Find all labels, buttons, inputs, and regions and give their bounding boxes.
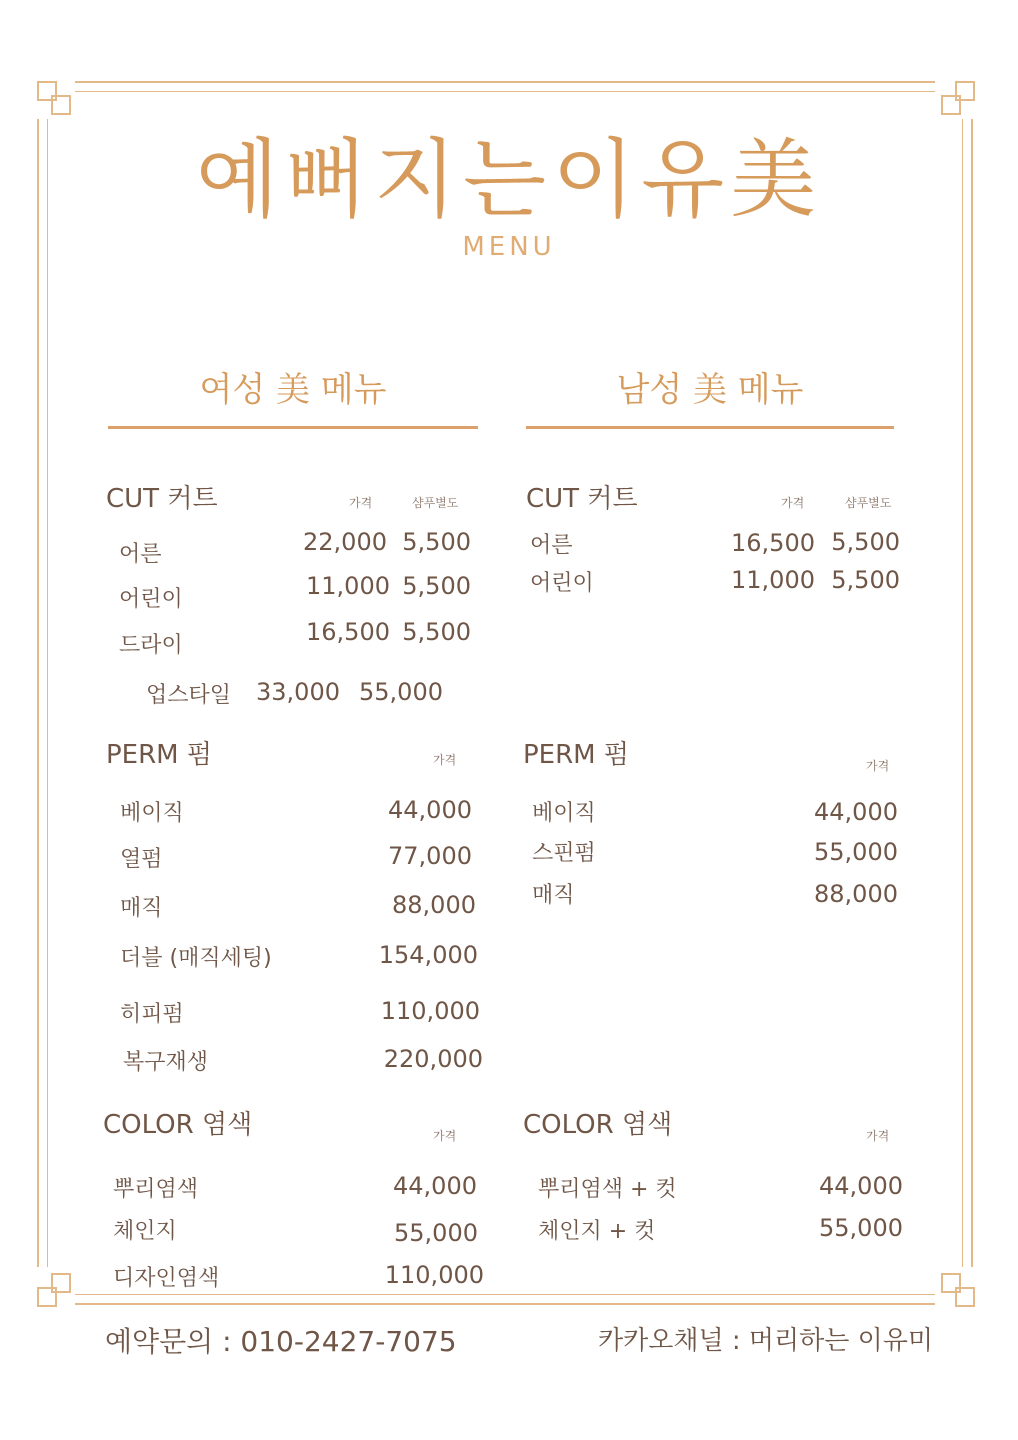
women-color-title: COLOR 염색 bbox=[103, 1110, 253, 1140]
item-shampoo-price: 5,500 bbox=[831, 566, 900, 594]
list-item: 베이직 bbox=[120, 801, 184, 826]
men-cut-shampoo-header: 샴푸별도 bbox=[845, 496, 892, 510]
list-item: 열펌 bbox=[120, 847, 163, 872]
item-price: 110,000 bbox=[384, 1261, 484, 1289]
list-item: 어린이 bbox=[119, 587, 183, 612]
item-shampoo-price: 5,500 bbox=[402, 572, 471, 600]
women-perm-title: PERM 펌 bbox=[106, 740, 212, 770]
men-color-price-header: 가격 bbox=[866, 1129, 890, 1143]
women-menu-heading: 여성 美 메뉴 bbox=[199, 370, 387, 410]
item-shampoo-price: 5,500 bbox=[402, 618, 471, 646]
men-heading-rule bbox=[526, 426, 894, 429]
list-item: 뿌리염색 + 컷 bbox=[538, 1177, 677, 1202]
item-price: 44,000 bbox=[393, 1172, 477, 1200]
corner-ornament-bottom-left bbox=[33, 1267, 75, 1309]
men-perm-title: PERM 펌 bbox=[523, 740, 629, 770]
women-cut-title: CUT 커트 bbox=[106, 484, 218, 514]
item-price: 16,500 bbox=[731, 529, 815, 557]
item-price: 88,000 bbox=[814, 880, 898, 908]
list-item: 체인지 bbox=[113, 1219, 177, 1244]
list-item: 복구재생 bbox=[123, 1050, 209, 1075]
kakao-channel: 카카오채널 : 머리하는 이유미 bbox=[598, 1326, 933, 1356]
item-price: 44,000 bbox=[388, 796, 472, 824]
men-color-title: COLOR 염색 bbox=[523, 1110, 673, 1140]
men-menu-heading: 남성 美 메뉴 bbox=[616, 370, 804, 410]
item-price: 55,000 bbox=[819, 1214, 903, 1242]
list-item: 체인지 + 컷 bbox=[538, 1219, 656, 1244]
list-item: 업스타일 bbox=[146, 683, 232, 708]
list-item: 어른 bbox=[530, 533, 573, 558]
list-item: 매직 bbox=[120, 896, 163, 921]
page-title: 예뻐지는이유美 bbox=[195, 130, 823, 230]
item-price: 154,000 bbox=[378, 941, 478, 969]
list-item: 더블 (매직세팅) bbox=[120, 946, 272, 971]
item-price: 11,000 bbox=[306, 572, 390, 600]
corner-ornament-bottom-right bbox=[935, 1267, 977, 1309]
item-price: 16,500 bbox=[306, 618, 390, 646]
list-item: 뿌리염색 bbox=[113, 1177, 199, 1202]
item-price: 88,000 bbox=[392, 891, 476, 919]
item-price: 77,000 bbox=[388, 842, 472, 870]
item-price: 220,000 bbox=[383, 1045, 483, 1073]
list-item: 디자인염색 bbox=[113, 1266, 220, 1291]
women-cut-shampoo-header: 샴푸별도 bbox=[412, 496, 459, 510]
women-cut-price-header: 가격 bbox=[349, 496, 373, 510]
item-price: 55,000 bbox=[814, 838, 898, 866]
item-price: 33,000 bbox=[256, 678, 340, 706]
men-cut-price-header: 가격 bbox=[781, 496, 805, 510]
women-perm-price-header: 가격 bbox=[433, 753, 457, 767]
men-perm-price-header: 가격 bbox=[866, 759, 890, 773]
item-shampoo-price: 5,500 bbox=[402, 528, 471, 556]
item-price: 55,000 bbox=[394, 1219, 478, 1247]
item-price: 11,000 bbox=[731, 566, 815, 594]
women-color-price-header: 가격 bbox=[433, 1129, 457, 1143]
list-item: 스핀펌 bbox=[532, 841, 596, 866]
men-cut-title: CUT 커트 bbox=[526, 484, 638, 514]
item-shampoo-price: 5,500 bbox=[831, 528, 900, 556]
list-item: 어른 bbox=[119, 542, 162, 567]
women-heading-rule bbox=[108, 426, 478, 429]
list-item: 드라이 bbox=[119, 633, 183, 658]
reservation-contact: 예약문의 : 010-2427-7075 bbox=[105, 1325, 457, 1358]
list-item: 매직 bbox=[532, 883, 575, 908]
item-price: 110,000 bbox=[380, 997, 480, 1025]
item-price-2: 55,000 bbox=[359, 678, 443, 706]
page-subtitle: MENU bbox=[462, 232, 556, 262]
list-item: 히피펌 bbox=[120, 1002, 184, 1027]
item-price: 44,000 bbox=[814, 798, 898, 826]
list-item: 어린이 bbox=[530, 571, 594, 596]
list-item: 베이직 bbox=[532, 801, 596, 826]
item-price: 22,000 bbox=[303, 528, 387, 556]
item-price: 44,000 bbox=[819, 1172, 903, 1200]
